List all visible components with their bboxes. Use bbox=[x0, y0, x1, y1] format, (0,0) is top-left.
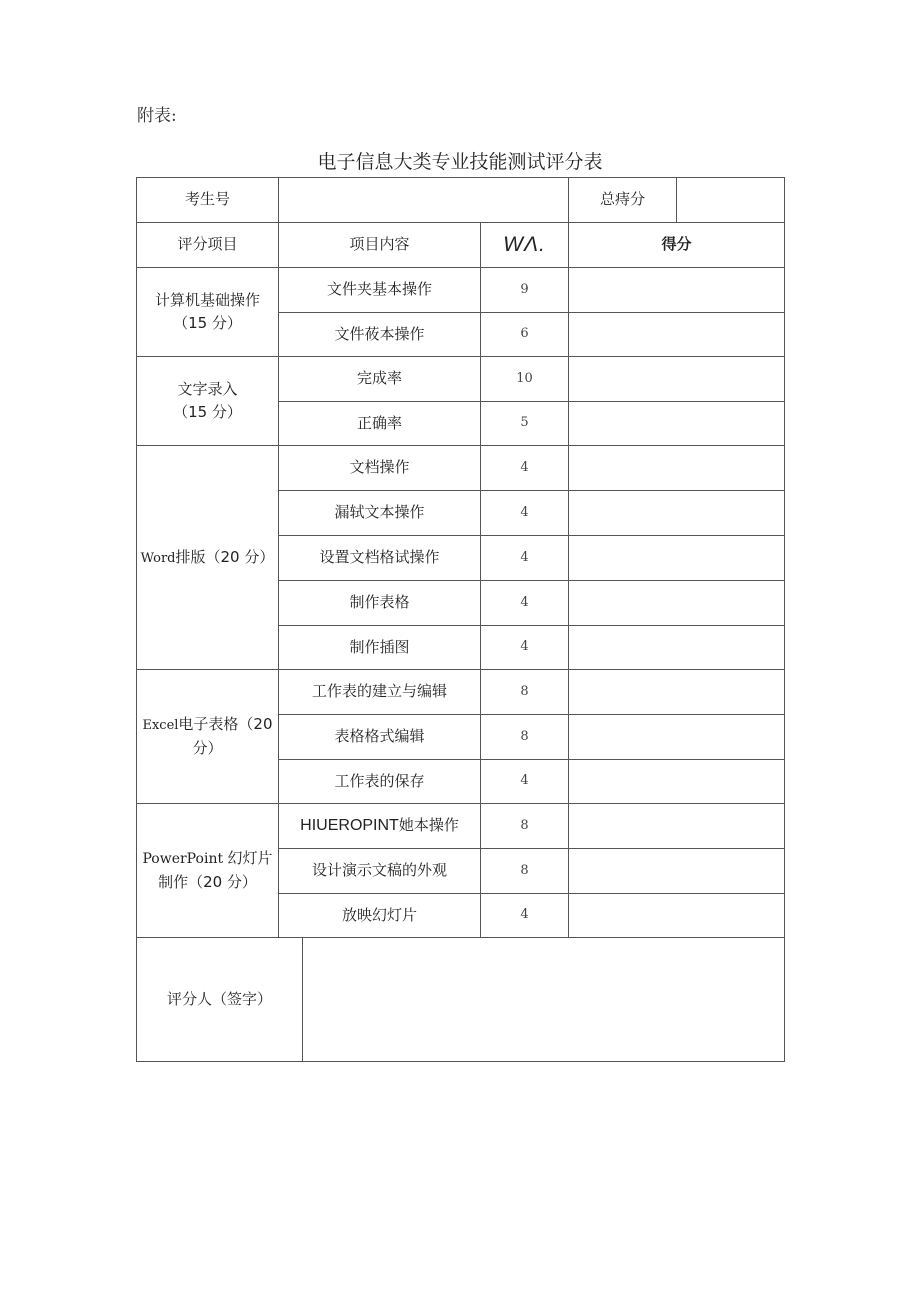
score-field[interactable] bbox=[569, 536, 785, 581]
category-cell bbox=[137, 446, 279, 670]
item-points: 8 bbox=[481, 715, 569, 760]
table-row bbox=[137, 178, 785, 223]
category-line2: 制作（20 分） bbox=[158, 872, 257, 891]
item-points: 10 bbox=[481, 357, 569, 402]
total-score-label: 总痔分 bbox=[569, 178, 677, 223]
score-table bbox=[136, 177, 785, 1062]
category-line1: 幻灯片 bbox=[227, 849, 273, 868]
item-content: 设置文档格试操作 bbox=[279, 536, 481, 581]
table-row bbox=[137, 446, 785, 491]
table-row bbox=[137, 268, 785, 313]
item-content: 工作表的建立与编辑 bbox=[279, 670, 481, 715]
category-line2: （20 分） bbox=[205, 547, 275, 566]
score-field[interactable] bbox=[569, 357, 785, 402]
category-line2: （15 分） bbox=[173, 314, 242, 332]
signature-field[interactable] bbox=[303, 938, 785, 1062]
category-line2: 分） bbox=[192, 738, 223, 757]
item-points: 4 bbox=[481, 626, 569, 670]
item-points: 4 bbox=[481, 491, 569, 536]
score-field[interactable] bbox=[569, 581, 785, 626]
table-row bbox=[137, 938, 785, 1062]
item-points: 9 bbox=[481, 268, 569, 313]
item-points: 6 bbox=[481, 313, 569, 357]
score-field[interactable] bbox=[569, 313, 785, 357]
category-cell bbox=[137, 268, 279, 357]
table-row bbox=[137, 670, 785, 715]
item-content: 文档操作 bbox=[279, 446, 481, 491]
category-line1: 计算机基础操作 bbox=[154, 290, 260, 309]
item-points: 8 bbox=[481, 804, 569, 849]
item-content: 文件莜本操作 bbox=[279, 313, 481, 357]
item-content: 制作表格 bbox=[279, 581, 481, 626]
item-content: 表格格式编辑 bbox=[279, 715, 481, 760]
page-title: 电子信息大类专业技能测试评分表 bbox=[317, 151, 603, 173]
item-content-prefix: HIUEROPINT bbox=[300, 816, 399, 834]
item-content: 正确率 bbox=[279, 402, 481, 446]
header-points: WΛ. bbox=[481, 223, 569, 268]
score-field[interactable] bbox=[569, 894, 785, 938]
header-content: 项目内容 bbox=[279, 223, 481, 268]
category-prefix: Word bbox=[140, 550, 176, 566]
item-content: 工作表的保存 bbox=[279, 760, 481, 804]
item-content bbox=[279, 804, 481, 849]
item-content: 文件夹基本操作 bbox=[279, 268, 481, 313]
item-points: 8 bbox=[481, 849, 569, 894]
appendix-label: 附表: bbox=[137, 106, 177, 126]
item-content: 放映幻灯片 bbox=[279, 894, 481, 938]
header-score: 得分 bbox=[569, 223, 785, 268]
signature-label: 评分人（签字） bbox=[137, 938, 303, 1062]
score-field[interactable] bbox=[569, 804, 785, 849]
category-prefix: PowerPoint bbox=[142, 851, 228, 868]
category-cell bbox=[137, 357, 279, 446]
category-line1: 文字录入 bbox=[177, 379, 238, 398]
category-prefix: Excel bbox=[142, 718, 179, 734]
exam-no-field[interactable] bbox=[279, 178, 569, 223]
score-field[interactable] bbox=[569, 670, 785, 715]
item-points: 4 bbox=[481, 894, 569, 938]
category-line1: 排版 bbox=[175, 547, 206, 566]
score-field[interactable] bbox=[569, 491, 785, 536]
score-field[interactable] bbox=[569, 715, 785, 760]
score-field[interactable] bbox=[569, 446, 785, 491]
item-content: 漏轼文本操作 bbox=[279, 491, 481, 536]
item-points: 4 bbox=[481, 536, 569, 581]
score-field[interactable] bbox=[569, 402, 785, 446]
item-content: 设计演示文稿的外观 bbox=[279, 849, 481, 894]
header-category: 评分项目 bbox=[137, 223, 279, 268]
total-score-field[interactable] bbox=[677, 178, 785, 223]
table-row bbox=[137, 357, 785, 402]
item-content: 完成率 bbox=[279, 357, 481, 402]
item-content-text: 她本操作 bbox=[398, 815, 459, 834]
item-points: 4 bbox=[481, 760, 569, 804]
item-content: 制作插图 bbox=[279, 626, 481, 670]
item-points: 5 bbox=[481, 402, 569, 446]
exam-no-label: 考生号 bbox=[137, 178, 279, 223]
score-field[interactable] bbox=[569, 268, 785, 313]
category-cell bbox=[137, 804, 279, 938]
table-row bbox=[137, 223, 785, 268]
category-line1: 电子表格（20 bbox=[178, 715, 273, 734]
category-line2: （15 分） bbox=[173, 403, 242, 421]
score-field[interactable] bbox=[569, 760, 785, 804]
table-row bbox=[137, 804, 785, 849]
score-field[interactable] bbox=[569, 626, 785, 670]
item-points: 8 bbox=[481, 670, 569, 715]
score-field[interactable] bbox=[569, 849, 785, 894]
item-points: 4 bbox=[481, 446, 569, 491]
item-points: 4 bbox=[481, 581, 569, 626]
category-cell bbox=[137, 670, 279, 804]
